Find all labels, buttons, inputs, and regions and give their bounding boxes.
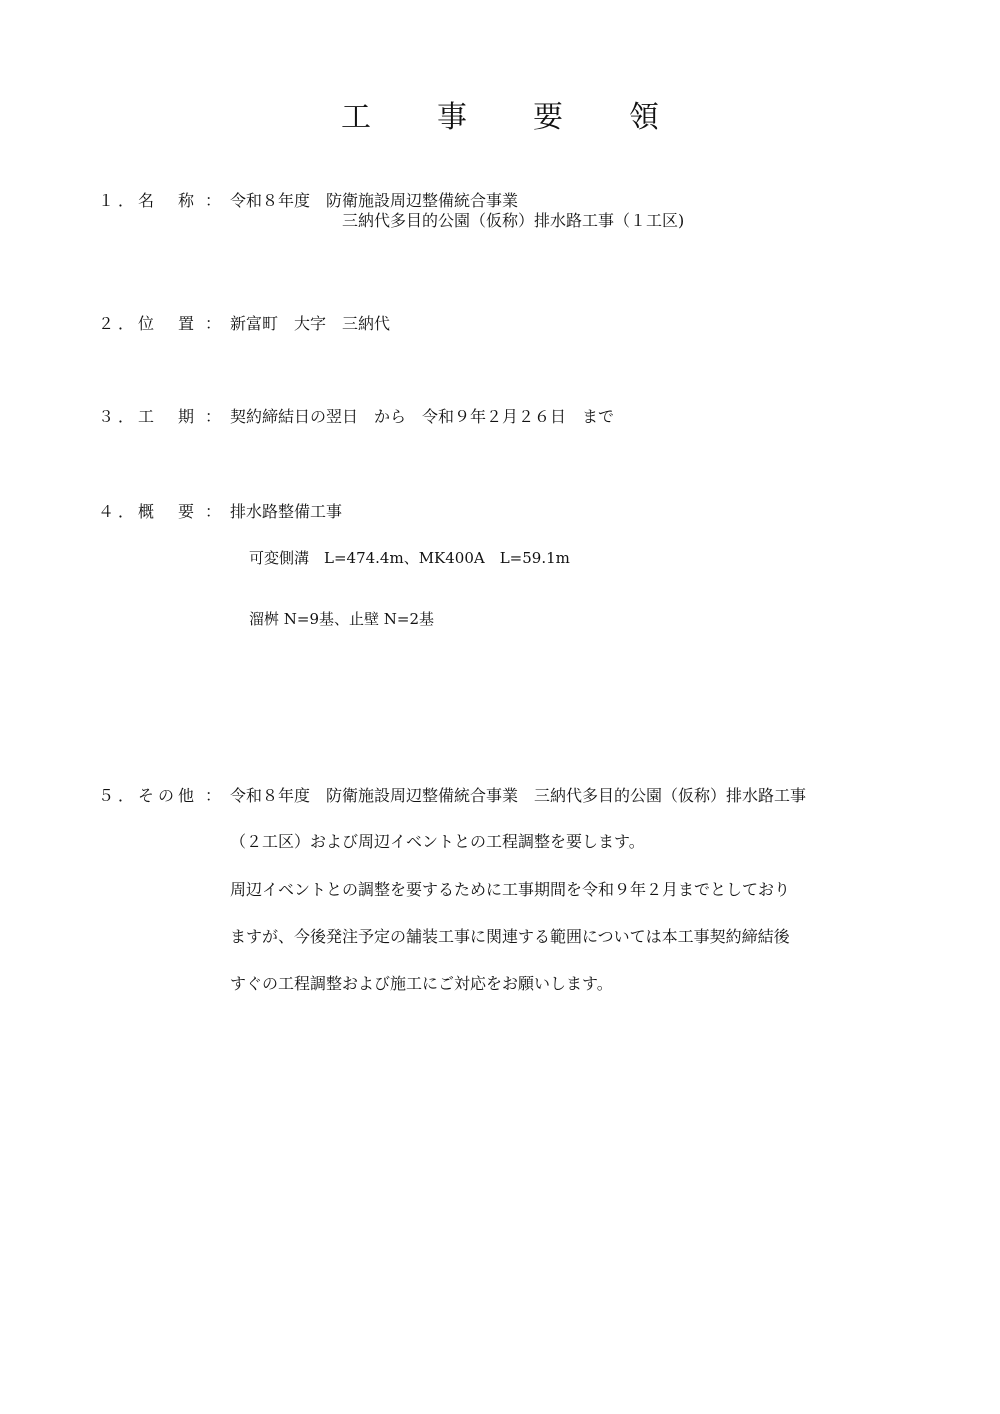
item-2-colon: ： <box>205 314 222 333</box>
item-3-colon: ： <box>205 407 222 426</box>
item-4-colon: ： <box>205 502 222 521</box>
item-1-label: １．名 称 <box>98 191 199 210</box>
item-5-colon: ： <box>205 786 222 805</box>
item-4-label: ４．概 要 <box>98 502 199 521</box>
item-5-line-3: 周辺イベントとの調整を要するために工事期間を令和９年２月までとしており <box>230 880 791 899</box>
item-1-line-1: 令和８年度 防衛施設周辺整備統合事業 <box>230 191 519 210</box>
item-2-label: ２．位 置 <box>98 314 199 333</box>
item-4-line-3: 溜桝 N=9基、止壁 N=2基 <box>249 610 435 628</box>
item-5-line-2: （２工区）および周辺イベントとの工程調整を要します。 <box>230 832 645 851</box>
item-5-line-4: ますが、今後発注予定の舗装工事に関連する範囲については本工事契約締結後 <box>230 927 790 946</box>
item-4-line-2: 可変側溝 L=474.4m、MK400A L=59.1m <box>249 549 570 567</box>
item-4-line-1: 排水路整備工事 <box>230 502 343 521</box>
item-3-label: ３．工 期 <box>98 407 199 426</box>
item-1-colon: ： <box>205 191 222 210</box>
item-2-line-1: 新富町 大字 三納代 <box>230 314 391 333</box>
item-3-line-1: 契約締結日の翌日 から 令和９年２月２６日 まで <box>230 407 615 426</box>
item-1-line-2: 三納代多目的公園（仮称）排水路工事（１工区) <box>342 211 685 230</box>
item-5-line-5: すぐの工程調整および施工にご対応をお願いします。 <box>230 974 613 993</box>
document-title: 工 事 要 領 <box>341 100 677 135</box>
item-5-line-1: 令和８年度 防衛施設周辺整備統合事業 三納代多目的公園（仮称）排水路工事 <box>230 786 807 805</box>
item-5-label: ５．その他 <box>98 786 199 805</box>
